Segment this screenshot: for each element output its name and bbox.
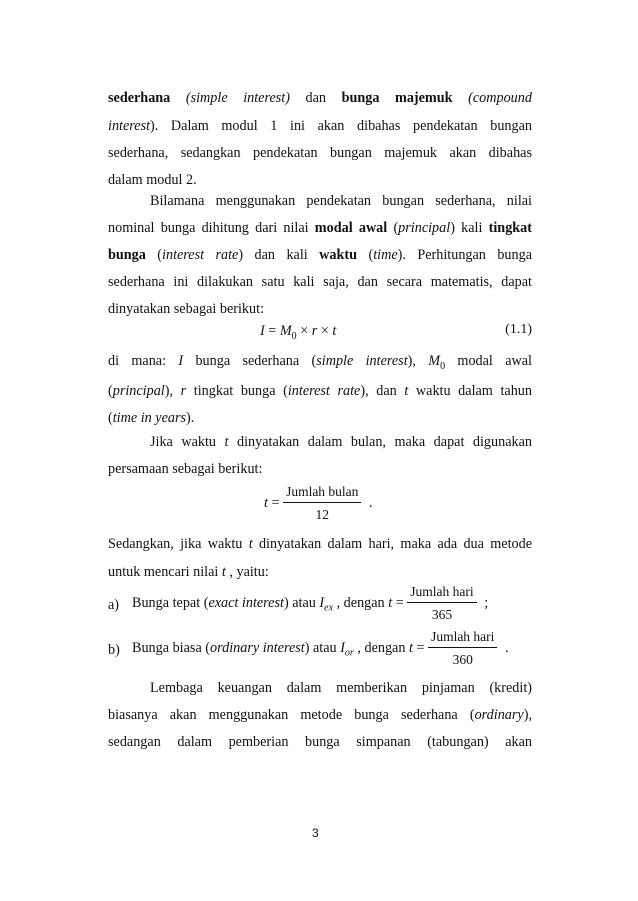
p4-line-2: persamaan sebagai berikut: [108, 461, 263, 477]
p6-line-3: sedangan dalam pemberian bunga simpanan (tabungan) akan [108, 734, 532, 750]
p2-line-1: Bilamana menggunakan pendekatan bungan sederhana, nilai [150, 193, 532, 209]
p1-line-1 [108, 89, 532, 107]
term-interest-2: interest [108, 118, 151, 134]
term-simple: (simple [185, 90, 228, 106]
p6-line-1: Lembaga keuangan dalam memberikan pinjaman (kredit) [150, 680, 532, 696]
term-compound: (compound [468, 90, 532, 106]
term-majemuk: majemuk [395, 90, 453, 106]
p5-line-1: Sedangkan, jika waktu t dinyatakan dalam hari, maka ada dua metode [108, 536, 532, 552]
p5-line-2: untuk mencari nilai t , yaitu: [108, 564, 269, 580]
equation-months: t = $\frac{\text{Jumlah bulan}}{12}$ . [264, 484, 373, 522]
p3-line-2: (principal), r tingkat bunga (interest rate), dan t waktu dalam tahun [108, 383, 532, 399]
fraction-365: $\frac{\text{Jumlah hari}}{365}$ [407, 584, 476, 623]
term-interest: interest) [243, 90, 290, 106]
p2-line-3: bunga (interest rate) dan kali waktu (time). Perhitungan bunga [108, 247, 533, 263]
fraction-months: $\frac{\text{Jumlah bulan}}{12}$ [283, 484, 361, 523]
term-bunga: bunga [341, 90, 380, 106]
item-b-label: b) [108, 642, 120, 658]
p3-line-3: (time in years). [108, 410, 195, 426]
fraction-360: $\frac{\text{Jumlah hari}}{360}$ [428, 629, 497, 668]
word-dan: dan [305, 90, 327, 106]
p2-line-2: nominal bunga dihitung dari nilai modal awal (principal) kali tingkat [108, 220, 532, 236]
item-a: Bunga tepat (exact interest) atau $I_{ex}$ , dengan t = $\frac{\text{Jumlah hari}}{365}$ ; [132, 584, 489, 622]
p6-line-2: biasanya akan menggunakan metode bunga sederhana (ordinary), [108, 707, 532, 723]
p1-line-4: dalam modul 2. [108, 172, 197, 188]
term-sederhana: sederhana [108, 90, 171, 106]
p3-line-1: di mana: I bunga sederhana (simple interest), $M_0$ modal awal [108, 353, 532, 372]
page-number: 3 [312, 826, 319, 840]
item-b: Bunga biasa (ordinary interest) atau $I_{or}$ , dengan t = $\frac{\text{Jumlah hari}}{360}$ . [132, 629, 509, 667]
p2-line-4: sederhana ini dilakukan satu kali saja, dan secara matematis, dapat [108, 274, 532, 290]
p4-line-1: Jika waktu t dinyatakan dalam bulan, maka dapat digunakan [150, 434, 532, 450]
equation-number: (1.1) [505, 322, 532, 337]
p2-line-5: dinyatakan sebagai berikut: [108, 301, 265, 317]
p1-line-3: sederhana, sedangkan pendekatan bungan majemuk akan dibahas [108, 145, 532, 161]
p1-line-2: interest). Dalam modul 1 ini akan dibahas pendekatan bungan [108, 118, 532, 134]
equation-1-1: $I = M_0 \times r \times t$ [260, 323, 337, 342]
item-a-label: a) [108, 597, 120, 613]
